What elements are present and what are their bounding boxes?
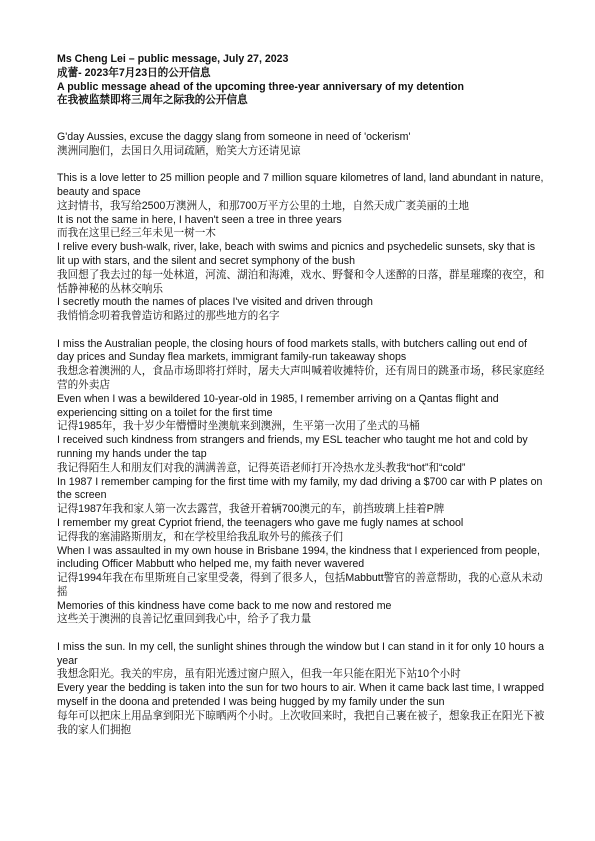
text-line: I remember my great Cypriot friend, the teenagers who gave me fugly names at school bbox=[57, 516, 464, 529]
text-line: I received such kindness from strangers and friends, my ESL teacher who taught me hot and cold by running my hands under the tap bbox=[57, 434, 528, 460]
text-line: I miss the Australian people, the closing hours of food markets stalls, with butchers calling out end of day prices and Sunday flea markets, immigrant family-run takeaway shops bbox=[57, 337, 527, 364]
text-line: Every year the bedding is taken into the sun for two hours to air. When it came back last time, I wrapped myself in the doona and pretended I was being hugged by my family under the sun bbox=[57, 682, 544, 708]
text-line: Memories of this kindness have come back to me now and restored me bbox=[57, 599, 392, 612]
text-line: I miss the sun. In my cell, the sunlight shines through the window but I can stand in it for only 10 hours a year bbox=[57, 640, 544, 667]
text-line: 我回想了我去过的每一处林道，河流、湖泊和海滩，戏水、野餐和令人迷醉的日落，群星璀璨的夜空，和恬静神秘的丛林交响乐 bbox=[57, 268, 545, 295]
text-line: 记得我的塞浦路斯朋友，和在学校里给我乱取外号的熊孩子们 bbox=[57, 530, 344, 543]
text-line: 记得1987年我和家人第一次去露营，我爸开着辆700澳元的车，前挡玻璃上挂着P牌 bbox=[57, 503, 445, 516]
text-line: 每年可以把床上用品拿到阳光下晾晒两个小时。上次收回来时，我把自己裹在被子，想象我正在阳光下被我的家人们拥抱 bbox=[57, 709, 545, 736]
paragraph-people bbox=[57, 338, 545, 628]
text-line: 这封情书，我写给2500万澳洲人，和那700万平方公里的土地，自然天成广袤美丽的土地 bbox=[57, 199, 470, 212]
text-line: It is not the same in here, I haven't seen a tree in three years bbox=[57, 213, 342, 226]
text-line: 记得1994年我在布里斯班自己家里受袭，得到了很多人，包括Mabbutt警官的善意帮助，我的心意从未动摇 bbox=[57, 572, 543, 598]
paragraph-land bbox=[57, 172, 545, 324]
text-line: 我想念阳光。我关的牢房，虽有阳光透过窗户照入，但我一年只能在阳光下站10个小时 bbox=[57, 668, 461, 681]
text-line: 我想念着澳洲的人，食品市场即将打烊时，屠夫大声叫喊着收摊特价，还有周日的跳蚤市场，移民家庭经营的外卖店 bbox=[57, 365, 545, 391]
document-header bbox=[57, 53, 545, 108]
text-line: When I was assaulted in my own house in Brisbane 1994, the kindness that I experienced from people, including Officer Mabbutt who helped me, my faith never wavered bbox=[57, 544, 540, 571]
text-line: 我悄悄念叨着我曾造访和路过的那些地方的名字 bbox=[57, 310, 280, 323]
text-line: In 1987 I remember camping for the first time with my family, my dad driving a $700 car with P plates on the screen bbox=[57, 475, 543, 502]
text-line: This is a love letter to 25 million people and 7 million square kilometres of land, land abundant in nature, beauty and space bbox=[57, 172, 544, 199]
text-line: I secretly mouth the names of places I've visited and driven through bbox=[57, 296, 373, 309]
title-en: Ms Cheng Lei – public message, July 27, 2023 bbox=[57, 53, 289, 65]
paragraph-sun bbox=[57, 641, 545, 738]
text-line: Even when I was a bewildered 10-year-old in 1985, I remember arriving on a Qantas flight and experiencing sitting on a toilet for the first time bbox=[57, 392, 499, 419]
text-line: 而我在这里已经三年未见一树一木 bbox=[57, 227, 216, 240]
text-line: 这些关于澳洲的良善记忆重回到我心中，给予了我力量 bbox=[57, 613, 312, 626]
subtitle-en: A public message ahead of the upcoming three-year anniversary of my detention bbox=[57, 80, 464, 93]
text-line: I relive every bush-walk, river, lake, beach with swims and picnics and psychedelic sunsets, sky that is lit up with stars, and the silent and secret symphony of the bush bbox=[57, 241, 536, 268]
document-page bbox=[57, 53, 545, 737]
subtitle-zh: 在我被监禁即将三周年之际我的公开信息 bbox=[57, 94, 248, 107]
text-line: G'day Aussies, excuse the daggy slang from someone in need of 'ockerism' bbox=[57, 131, 411, 144]
paragraph-greeting bbox=[57, 131, 545, 159]
letter-body bbox=[57, 131, 545, 737]
text-line: 澳洲同胞们，去国日久用词疏陋，贻笑大方还请见谅 bbox=[57, 144, 301, 157]
title-zh: 成蕾- 2023年7月23日的公开信息 bbox=[57, 66, 211, 79]
text-line: 我记得陌生人和朋友们对我的满满善意，记得英语老师打开冷热水龙头教我“hot”和“cold” bbox=[57, 461, 466, 474]
text-line: 记得1985年，我十岁少年懵懵时坐澳航来到澳洲，生平第一次用了坐式的马桶 bbox=[57, 420, 420, 433]
